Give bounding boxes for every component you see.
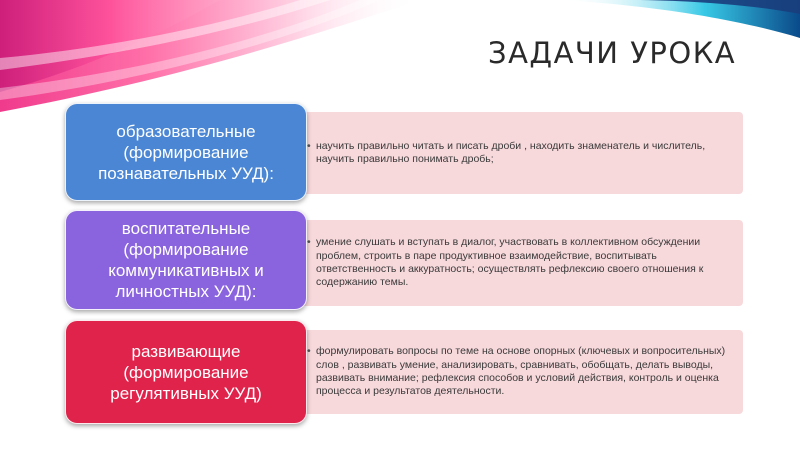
- task-content: [285, 112, 743, 194]
- task-content: [285, 220, 743, 306]
- task-label: [65, 103, 307, 201]
- task-bullet-item: • умение слушать и вступать в диалог, участвовать в коллективном обсуждении проблем, строить в паре продуктивное взаимодействие, воспитывать ответственность и аккуратность; осуществлять рефлексию своего отношения к содержанию темы.: [307, 236, 735, 290]
- task-bullet-item: • формулировать вопросы по теме на основе опорных (ключевых и вопросительных) слов , развивать умение, анализировать, сравнивать, обобщать, делать выводы, развивать внимание; рефлексия способов и условий действия, контроль и оценка процесса и результатов деятельности.: [307, 345, 735, 399]
- task-label: [65, 210, 307, 310]
- task-bullet-list: [307, 236, 735, 290]
- task-label-text: образовательные (формирование познавательных УУД):: [98, 121, 274, 183]
- task-content: [285, 330, 743, 414]
- task-label: [65, 320, 307, 424]
- task-label-text: воспитательные (формирование коммуникативных и личностных УУД):: [108, 219, 264, 301]
- task-bullet-list: [307, 140, 735, 167]
- task-bullet-list: [307, 345, 735, 399]
- task-label-text: развивающие (формирование регулятивных УУД): [110, 341, 262, 403]
- task-bullet-item: • научить правильно читать и писать дроби , находить знаменатель и числитель, научить правильно понимать дробь;: [307, 140, 735, 167]
- page-title: ЗАДАЧИ УРОКА: [488, 36, 737, 70]
